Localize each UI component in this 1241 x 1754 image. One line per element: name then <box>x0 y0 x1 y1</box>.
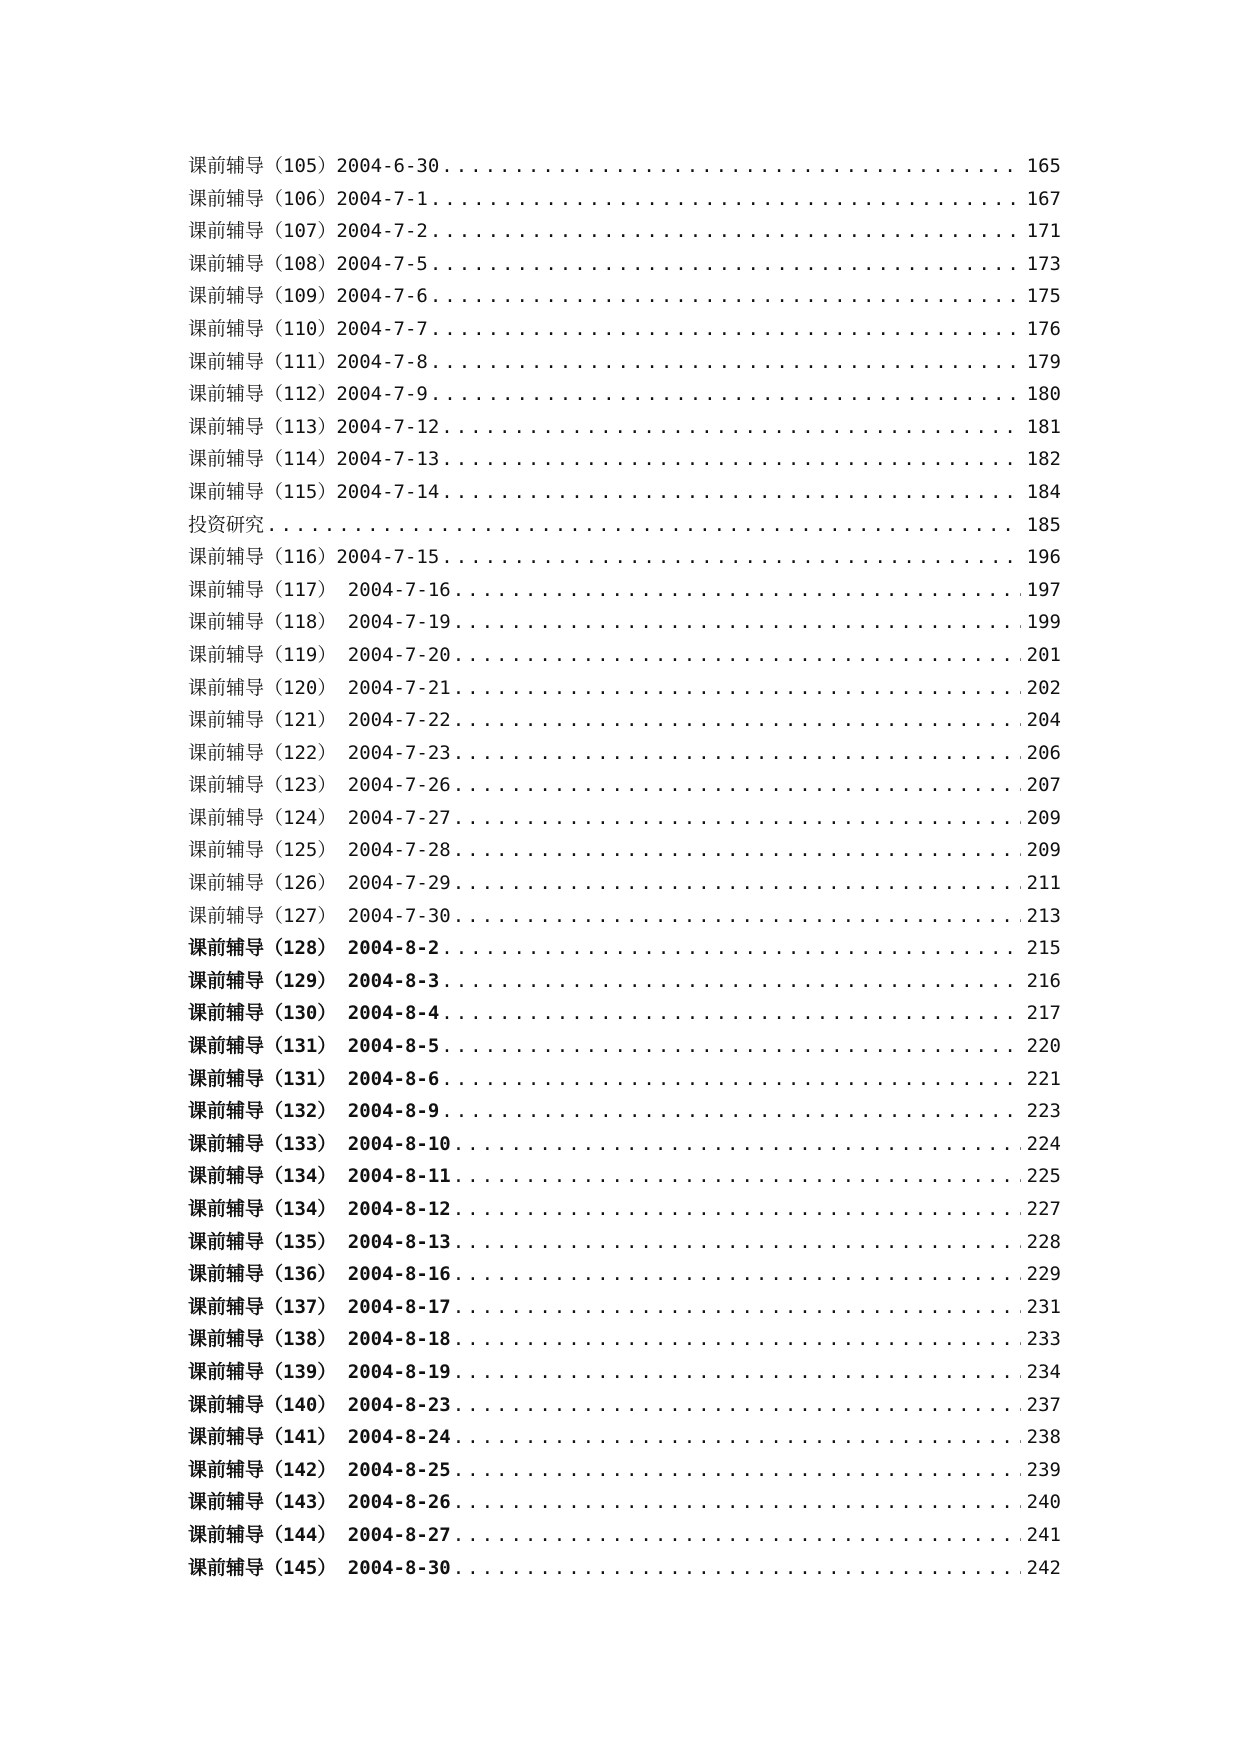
toc-entry-title: 课前辅导（131） 2004-8-6 <box>188 1067 440 1090</box>
toc-entry-title: 课前辅导（135） 2004-8-13 <box>188 1230 451 1253</box>
toc-page-number: 207 <box>1026 774 1061 797</box>
toc-page-number: 182 <box>1026 448 1061 471</box>
toc-entry-title: 课前辅导（140） 2004-8-23 <box>188 1393 451 1416</box>
toc-entry-title: 课前辅导（115）2004-7-14 <box>188 480 440 503</box>
toc-entry-title: 课前辅导（110）2004-7-7 <box>188 317 428 340</box>
dot-leader <box>453 737 1021 770</box>
dot-leader <box>453 1356 1021 1389</box>
dot-leader <box>453 1160 1021 1193</box>
toc-page-number: 171 <box>1026 220 1061 243</box>
toc-entry[interactable] <box>188 1389 1061 1422</box>
toc-entry-title: 课前辅导（132） 2004-8-9 <box>188 1100 440 1123</box>
toc-page-number: 238 <box>1026 1426 1061 1449</box>
toc-entry[interactable] <box>188 1030 1061 1063</box>
toc-entry[interactable] <box>188 215 1061 248</box>
toc-entry-title: 课前辅导（123） 2004-7-26 <box>188 774 451 797</box>
dot-leader <box>453 606 1021 639</box>
dot-leader <box>453 1193 1021 1226</box>
toc-page-number: 220 <box>1026 1035 1061 1058</box>
toc-entry[interactable] <box>188 932 1061 965</box>
toc-entry-title: 投资研究 <box>188 513 265 536</box>
toc-entry[interactable] <box>188 1128 1061 1161</box>
dot-leader <box>453 1389 1021 1422</box>
toc-page-number: 165 <box>1026 155 1061 177</box>
toc-entry-title: 课前辅导（144） 2004-8-27 <box>188 1523 451 1546</box>
toc-page-number: 202 <box>1026 676 1061 699</box>
toc-page-number: 176 <box>1026 317 1061 340</box>
toc-entry-title: 课前辅导（137） 2004-8-17 <box>188 1295 451 1318</box>
toc-entry-title: 课前辅导（120） 2004-7-21 <box>188 676 451 699</box>
toc-entry-title: 课前辅导（106）2004-7-1 <box>188 187 428 210</box>
toc-entry-title: 课前辅导（130） 2004-8-4 <box>188 1002 440 1025</box>
toc-entry-title: 课前辅导（114）2004-7-13 <box>188 448 440 471</box>
dot-leader <box>441 476 1020 509</box>
toc-entry[interactable] <box>188 867 1061 900</box>
toc-entry[interactable] <box>188 639 1061 672</box>
toc-page-number: 185 <box>1026 513 1061 536</box>
toc-entry[interactable] <box>188 1454 1061 1487</box>
toc-entry[interactable] <box>188 378 1061 411</box>
dot-leader <box>453 802 1021 835</box>
toc-entry-title: 课前辅导（142） 2004-8-25 <box>188 1458 451 1481</box>
toc-entry[interactable] <box>188 183 1061 216</box>
toc-entry[interactable] <box>188 737 1061 770</box>
toc-entry-title: 课前辅导（124） 2004-7-27 <box>188 806 451 829</box>
toc-entry[interactable] <box>188 769 1061 802</box>
toc-page-number: 196 <box>1026 546 1061 569</box>
toc-page-number: 184 <box>1026 480 1061 503</box>
dot-leader <box>430 313 1021 346</box>
toc-entry[interactable] <box>188 280 1061 313</box>
toc-entry-title: 课前辅导（111）2004-7-8 <box>188 350 428 373</box>
toc-page-number: 209 <box>1026 806 1061 829</box>
toc-page-number: 229 <box>1026 1263 1061 1286</box>
dot-leader <box>430 248 1021 281</box>
toc-page-number: 180 <box>1026 383 1061 406</box>
toc-entry-title: 课前辅导（116）2004-7-15 <box>188 546 440 569</box>
dot-leader <box>266 509 1021 542</box>
dot-leader <box>453 1486 1021 1519</box>
toc-entry[interactable] <box>188 704 1061 737</box>
toc-entry[interactable] <box>188 672 1061 705</box>
dot-leader <box>453 1421 1021 1454</box>
dot-leader <box>453 1323 1021 1356</box>
toc-entry-title: 课前辅导（113）2004-7-12 <box>188 415 440 438</box>
toc-entry[interactable] <box>188 1552 1061 1585</box>
toc-entry[interactable] <box>188 1323 1061 1356</box>
toc-entry-title: 课前辅导（117） 2004-7-16 <box>188 578 451 601</box>
toc-entry-title: 课前辅导（131） 2004-8-5 <box>188 1035 440 1058</box>
toc-page-number: 206 <box>1026 741 1061 764</box>
toc-entry-title: 课前辅导（108）2004-7-5 <box>188 252 428 275</box>
toc-page-number: 181 <box>1026 415 1061 438</box>
toc-entry[interactable] <box>188 476 1061 509</box>
toc-page-number: 167 <box>1026 187 1061 210</box>
dot-leader <box>441 150 1020 183</box>
toc-entry-title: 课前辅导（141） 2004-8-24 <box>188 1426 451 1449</box>
toc-entry-title: 课前辅导（128） 2004-8-2 <box>188 937 440 960</box>
toc-entry[interactable] <box>188 346 1061 379</box>
toc-entry[interactable] <box>188 1258 1061 1291</box>
toc-page-number: 233 <box>1026 1328 1061 1351</box>
toc-page-number: 179 <box>1026 350 1061 373</box>
toc-entry[interactable] <box>188 509 1061 542</box>
toc-page-number: 216 <box>1026 969 1061 992</box>
toc-entry-title: 课前辅导（126） 2004-7-29 <box>188 872 451 895</box>
toc-page-number: 173 <box>1026 252 1061 275</box>
toc-entry[interactable] <box>188 248 1061 281</box>
table-of-contents <box>188 150 1061 1584</box>
toc-entry[interactable] <box>188 606 1061 639</box>
toc-entry-title: 课前辅导（143） 2004-8-26 <box>188 1491 451 1514</box>
toc-entry[interactable] <box>188 1095 1061 1128</box>
toc-page-number: 241 <box>1026 1523 1061 1546</box>
toc-page-number: 228 <box>1026 1230 1061 1253</box>
dot-leader <box>441 541 1020 574</box>
dot-leader <box>430 280 1021 313</box>
toc-entry[interactable] <box>188 574 1061 607</box>
dot-leader <box>441 965 1020 998</box>
dot-leader <box>441 411 1020 444</box>
toc-page-number: 224 <box>1026 1132 1061 1155</box>
toc-entry-title: 课前辅导（107）2004-7-2 <box>188 220 428 243</box>
toc-page-number: 237 <box>1026 1393 1061 1416</box>
toc-entry[interactable] <box>188 150 1061 183</box>
toc-entry[interactable] <box>188 900 1061 933</box>
toc-entry-title: 课前辅导（138） 2004-8-18 <box>188 1328 451 1351</box>
dot-leader <box>430 183 1021 216</box>
toc-entry[interactable] <box>188 802 1061 835</box>
toc-entry-title: 课前辅导（121） 2004-7-22 <box>188 709 451 732</box>
dot-leader <box>441 1063 1020 1096</box>
dot-leader <box>453 1454 1021 1487</box>
toc-page-number: 209 <box>1026 839 1061 862</box>
dot-leader <box>453 834 1021 867</box>
toc-entry[interactable] <box>188 411 1061 444</box>
dot-leader <box>430 215 1021 248</box>
toc-entry-title: 课前辅导（122） 2004-7-23 <box>188 741 451 764</box>
toc-page-number: 217 <box>1026 1002 1061 1025</box>
dot-leader <box>441 997 1020 1030</box>
toc-page-number: 215 <box>1026 937 1061 960</box>
toc-page-number: 201 <box>1026 643 1061 666</box>
toc-entry[interactable] <box>188 834 1061 867</box>
dot-leader <box>453 704 1021 737</box>
dot-leader <box>441 1095 1020 1128</box>
toc-entry[interactable] <box>188 1160 1061 1193</box>
toc-entry-title: 课前辅导（118） 2004-7-19 <box>188 611 451 634</box>
toc-entry[interactable] <box>188 1063 1061 1096</box>
dot-leader <box>453 1519 1021 1552</box>
toc-entry[interactable] <box>188 1421 1061 1454</box>
toc-entry[interactable] <box>188 313 1061 346</box>
toc-entry-title: 课前辅导（134） 2004-8-11 <box>188 1165 451 1188</box>
toc-entry[interactable] <box>188 1486 1061 1519</box>
dot-leader <box>430 346 1021 379</box>
dot-leader <box>453 900 1021 933</box>
toc-page-number: 197 <box>1026 578 1061 601</box>
toc-entry-title: 课前辅导（109）2004-7-6 <box>188 285 428 308</box>
dot-leader <box>453 1226 1021 1259</box>
toc-page-number: 211 <box>1026 872 1061 895</box>
toc-page-number: 199 <box>1026 611 1061 634</box>
toc-entry-title: 课前辅导（139） 2004-8-19 <box>188 1360 451 1383</box>
dot-leader <box>453 769 1021 802</box>
toc-entry[interactable] <box>188 965 1061 998</box>
toc-entry[interactable] <box>188 1519 1061 1552</box>
toc-entry-title: 课前辅导（119） 2004-7-20 <box>188 643 451 666</box>
toc-page-number: 242 <box>1026 1556 1061 1579</box>
toc-entry-title: 课前辅导（125） 2004-7-28 <box>188 839 451 862</box>
toc-page-number: 175 <box>1026 285 1061 308</box>
dot-leader <box>441 932 1020 965</box>
dot-leader <box>453 867 1021 900</box>
toc-entry-title: 课前辅导（127） 2004-7-30 <box>188 904 451 927</box>
toc-entry-title: 课前辅导（105）2004-6-30 <box>188 155 440 177</box>
dot-leader <box>441 1030 1020 1063</box>
toc-page-number: 221 <box>1026 1067 1061 1090</box>
toc-entry-title: 课前辅导（145） 2004-8-30 <box>188 1556 451 1579</box>
toc-entry[interactable] <box>188 443 1061 476</box>
dot-leader <box>453 672 1021 705</box>
dot-leader <box>453 574 1021 607</box>
toc-page-number: 227 <box>1026 1198 1061 1220</box>
toc-entry-title: 课前辅导（133） 2004-8-10 <box>188 1132 451 1155</box>
toc-page-number: 204 <box>1026 709 1061 732</box>
dot-leader <box>430 378 1021 411</box>
dot-leader <box>441 443 1020 476</box>
toc-entry[interactable] <box>188 1356 1061 1389</box>
toc-entry-title: 课前辅导（134） 2004-8-12 <box>188 1198 451 1220</box>
toc-entry-title: 课前辅导（112）2004-7-9 <box>188 383 428 406</box>
dot-leader <box>453 1552 1021 1585</box>
toc-page-number: 225 <box>1026 1165 1061 1188</box>
toc-entry-title: 课前辅导（129） 2004-8-3 <box>188 969 440 992</box>
dot-leader <box>453 639 1021 672</box>
toc-entry[interactable] <box>188 1291 1061 1324</box>
toc-entry[interactable] <box>188 1193 1061 1226</box>
toc-page-number: 223 <box>1026 1100 1061 1123</box>
dot-leader <box>453 1258 1021 1291</box>
toc-entry[interactable] <box>188 1226 1061 1259</box>
toc-entry[interactable] <box>188 541 1061 574</box>
toc-page-number: 231 <box>1026 1295 1061 1318</box>
toc-page-number: 239 <box>1026 1458 1061 1481</box>
toc-page-number: 240 <box>1026 1491 1061 1514</box>
toc-page-number: 234 <box>1026 1360 1061 1383</box>
toc-entry-title: 课前辅导（136） 2004-8-16 <box>188 1263 451 1286</box>
toc-page-number: 213 <box>1026 904 1061 927</box>
dot-leader <box>453 1291 1021 1324</box>
toc-entry[interactable] <box>188 997 1061 1030</box>
dot-leader <box>453 1128 1021 1161</box>
